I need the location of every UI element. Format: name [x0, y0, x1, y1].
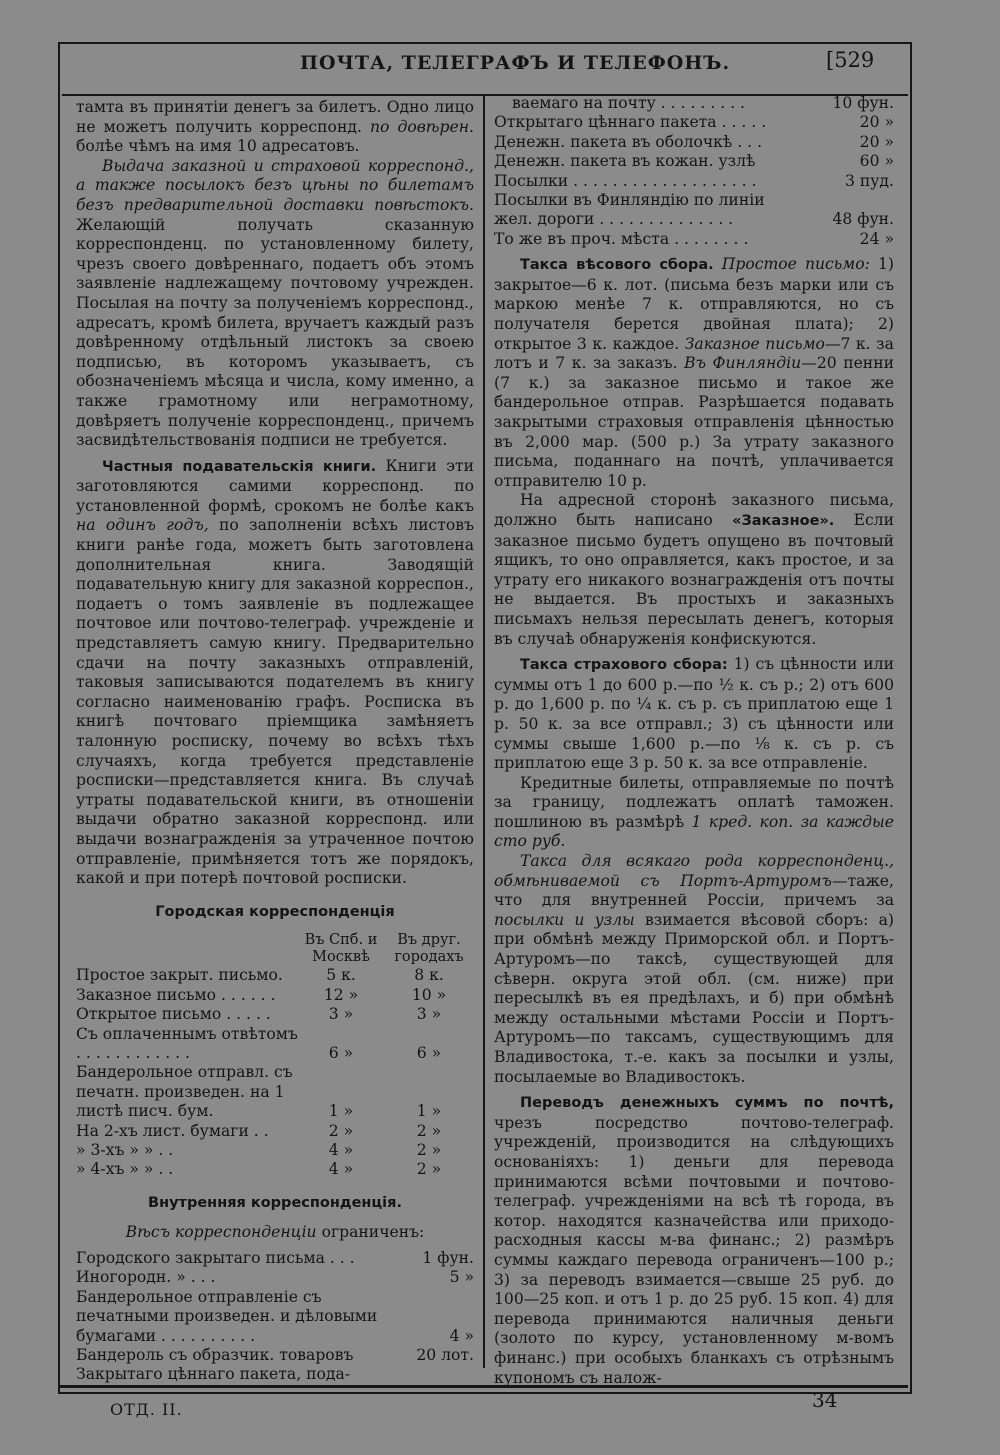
cell: 4 »: [449, 1326, 474, 1345]
table-row: [76, 1268, 474, 1287]
page-number: [529: [826, 48, 875, 72]
cell: 3 »: [416, 1005, 442, 1024]
row-label: То же въ проч. мѣста . . . . . . . .: [494, 229, 749, 248]
table-row: [76, 1025, 474, 1064]
text: ограниченъ:: [321, 1223, 425, 1242]
table-row: [494, 191, 894, 230]
table-row: [76, 1249, 474, 1268]
text: Книги эти заготовляются самими корреспонд. по установленной формѣ, срокомъ не болѣе какъ: [76, 456, 474, 515]
paragraph: [494, 255, 894, 491]
table-row: [76, 1365, 474, 1384]
table-row: [494, 230, 894, 249]
italic-text: 1 кред. коп. за каждые сто руб.: [494, 812, 894, 851]
left-column: [76, 98, 474, 1385]
paragraph: [494, 774, 894, 852]
italic-text: Простое письмо:: [721, 255, 870, 274]
cell: 2 »: [416, 1160, 442, 1179]
row-label: Иногородн. » . . .: [76, 1268, 216, 1287]
paragraph: [76, 157, 474, 451]
row-label: » 4-хъ » » . .: [76, 1160, 174, 1179]
table-row: [76, 1288, 474, 1346]
section-heading: Переводъ денежныхъ суммъ по почтѣ,: [520, 1095, 894, 1112]
italic-text: на одинъ годъ,: [76, 516, 209, 535]
row-label: Простое закрыт. письмо.: [76, 966, 283, 985]
bold-text: «Заказное».: [732, 512, 835, 529]
table-row: [76, 1160, 474, 1179]
row-label: Посылки въ Финляндію по линіи жел. дороги . . . . . . . . . . . . . .: [494, 191, 765, 229]
italic-heading: Выдача заказной и страховой корреспонд., а также посылокъ безъ цѣны по билетамъ безъ предварительной доставки повѣстокъ.: [76, 156, 474, 214]
row-label: Денежн. пакета въ оболочкѣ . . .: [494, 132, 763, 151]
text: 1) закрытое—6 к. лот. (письма безъ марки или съ маркою менѣе 7 к. отправляются, но съ получателя берется двойная плата); 2) открытое 3 к. каждое.: [494, 255, 894, 353]
paragraph: [76, 1223, 474, 1243]
section-heading: Такса вѣсового сбора.: [520, 257, 714, 274]
table-row: [494, 133, 894, 152]
italic-text: Заказное письмо: [684, 334, 825, 353]
text: болѣе чѣмъ на имя 10 адресатовъ.: [76, 137, 360, 156]
row-label: На 2-хъ лист. бумаги . .: [76, 1121, 269, 1140]
text: Если заказное письмо будетъ опущено въ почтовый ящикъ, то оно оправляется, какъ простое, и за утрату его никакого вознагражденія отъ почты не выдается. Въ простыхъ и заказныхъ письмахъ нельзя пересылать денегъ, которыя въ случаѣ обнаруженія конфискуются.: [494, 510, 894, 648]
weight-limits-table: [76, 1249, 474, 1385]
italic-text: Въ Финляндіи: [684, 354, 802, 373]
cell: 6 »: [416, 1043, 442, 1062]
footer-page-number: 34: [812, 1388, 838, 1412]
right-column: [494, 94, 894, 1388]
row-label: Посылки . . . . . . . . . . . . . . . . . . .: [494, 171, 757, 190]
cell: 48 фун.: [832, 210, 894, 229]
cell: 20 лот.: [416, 1346, 474, 1365]
paragraph: [494, 655, 894, 774]
text: взимается вѣсовой сборъ: а) при обмѣнѣ между Приморской обл. и Портъ-Артуромъ—по таксѣ, существующей для сѣверн. округа этой обл. (см. ниже) при пересылкѣ въ ея предѣлахъ, и б) при обмѣнѣ между остальными мѣстами Россіи и Портъ-Артуромъ—по таксамъ, существующимъ для Владивостока, т.-е. какъ за посылки и узлы, посылаемые во Владивостокъ.: [494, 910, 894, 1086]
cell: 24 »: [859, 229, 894, 248]
text: Кредитные билеты, отправляемые по почтѣ за границу, подлежатъ оплатѣ таможен. пошлиною въ размѣрѣ: [494, 773, 894, 831]
cell: 60 »: [859, 152, 894, 171]
italic-text: Вѣсъ корреспонденціи: [125, 1223, 317, 1242]
section-title: Городская корреспонденція: [155, 903, 395, 920]
table-row: [76, 1141, 474, 1160]
cell: [378, 1365, 474, 1384]
cell: 8 к.: [414, 966, 444, 985]
text: по заполненіи всѣхъ листовъ книги ранѣе года, можетъ быть заготовлена дополнительная книга. Заводящій подавательную книгу для заказной корреспон., подаетъ о томъ заявленіе въ подлежащее почтовое или почтово-телеграф. учрежденіе и представляетъ самую книгу. Предварительно сдачи на почту заказныхъ отправленій, таковыя записываются подателемъ въ книгу согласно наименованію графъ. Росписка въ книгѣ почтоваго пріемщика замѣняетъ талонную росписку, почему во всѣхъ тѣхъ случаяхъ, когда требуется представленіе росписки—представляется книга. Въ случаѣ утраты подавательской книги, въ отношеніи выдачи обратно заказной корреспонд. или выдачи вознагражденія за утраченное почтою отправленіе, примѣняется тотъ же порядокъ, какой и при потерѣ почтовой росписки.: [76, 516, 475, 888]
column-header: Въ Спб. и Москвѣ: [304, 932, 378, 966]
cell: 10 фун.: [832, 94, 894, 112]
row-label: Съ оплаченнымъ отвѣтомъ . . . . . . . . . . . .: [76, 1024, 298, 1062]
table-row: [76, 1063, 474, 1121]
column-divider: [483, 96, 485, 1368]
cell: 10 »: [411, 985, 447, 1004]
italic-text: посылки и узлы: [494, 910, 635, 929]
paragraph: [494, 852, 894, 1087]
table-row: [494, 172, 894, 191]
row-label: Закрытаго цѣннаго пакета, пода-: [76, 1365, 351, 1384]
table-row: [76, 1005, 474, 1024]
cell: 2 »: [416, 1121, 442, 1140]
cell: 12 »: [323, 985, 359, 1004]
text: чрезъ посредство почтово-телеграф. учрежденій, производится на слѣдующихъ основаніяхъ: 1) деньги для перевода принимаются всѣми почтовыми и почтово-телеграф. учрежденіями на всѣ тѣ города, въ котор. находятся казначейства или приходо-расходныя кассы м-ва финанс.; 2) размѣръ суммы каждаго перевода ограниченъ—100 р.; 3) за переводъ взимается—свыше 25 руб. до 100—25 коп. и отъ 1 р. до 25 руб. 15 коп. 4) для перевода принимаются наличныя деньги (золото по курсу, установленному м-вомъ финанс.) при особыхъ бланкахъ съ отрѣзнымъ купономъ съ налож-: [494, 1113, 894, 1387]
text: тамта въ принятіи денегъ за билетъ. Одно лицо не можетъ получить корреспонд.: [76, 98, 474, 136]
cell: 5 »: [449, 1268, 474, 1287]
cell: 3 »: [328, 1005, 354, 1024]
cell: 1 »: [416, 1102, 442, 1121]
table-row: [76, 966, 474, 985]
cell: 20 »: [859, 132, 894, 151]
italic-text: Такса для всякаго рода корреспонденц., обмѣниваемой съ Портъ-Артуромъ: [494, 852, 894, 890]
table-row: [494, 94, 894, 113]
cell: 1 »: [328, 1102, 354, 1121]
text: Желающій получать сказанную корреспонденц. по установленному билету, чрезъ своего довѣреннаго, подаетъ объ этомъ заявленіе надлежащему почтовому учрежден. Посылая на почту за полученіемъ корреспонд., адресатъ, кромѣ билета, вручаетъ каждый разъ довѣренному отдѣльный листокъ за своею подписью, въ которомъ указываетъ, съ обозначеніемъ мѣсяца и числа, кому именно, а также грамотному или неграмотному, довѣряетъ полученіе корреспонденц., причемъ засвидѣтельствованія подписи не требуется.: [76, 215, 474, 450]
text: —20 пенни (7 к.) за заказное письмо и такое же бандерольное отправ. Разрѣшается подавать закрытыми страховыя отправленія цѣнностью въ 2,000 мар. (500 р.) За утрату заказного письма, поданнаго на почтѣ, уплачивается отправителю 10 р.: [494, 354, 894, 490]
footer-section-label: ОТД. II.: [110, 1400, 183, 1419]
table-row: [494, 113, 894, 132]
text: —таже, что для внутренней Россіи, причемъ за: [494, 871, 894, 910]
italic-text: по довѣрен.: [369, 117, 474, 136]
row-label: Бандероль съ образчик. товаровъ: [76, 1346, 354, 1365]
paragraph: [494, 1093, 894, 1388]
section-heading: Частныя подавательскія книги.: [102, 458, 377, 475]
table-row: [76, 1122, 474, 1141]
row-label: » 3-хъ » » . .: [76, 1141, 174, 1159]
row-label: ваемаго на почту . . . . . . . . .: [512, 94, 746, 112]
cell: 1 фун.: [422, 1249, 474, 1267]
row-label: Денежн. пакета въ кожан. узлѣ: [494, 152, 756, 171]
cell: 4 »: [328, 1160, 354, 1179]
weight-limits-table-cont: [494, 94, 894, 249]
row-label: Заказное письмо . . . . . .: [76, 985, 276, 1004]
cell: 4 »: [328, 1141, 354, 1159]
row-label: Бандерольное отправленіе съ печатными произведен. и дѣловыми бумагами . . . . . . . . . .: [76, 1287, 378, 1345]
paragraph: [494, 491, 894, 649]
cell: 2 »: [328, 1121, 354, 1140]
text: На адресной сторонѣ заказного письма, должно быть написано: [494, 491, 894, 529]
row-label: Открытаго цѣннаго пакета . . . . .: [494, 113, 767, 132]
cell: 3 пуд.: [844, 171, 894, 190]
running-title: ПОЧТА, ТЕЛЕГРАФЪ И ТЕЛЕФОНЪ.: [300, 52, 731, 74]
paragraph: [76, 98, 474, 157]
table-row: [76, 986, 474, 1005]
cell: 2 »: [416, 1141, 442, 1159]
cell: 5 к.: [326, 966, 356, 985]
row-label: Бандерольное отправл. съ печатн. произведен. на 1 листѣ писч. бум.: [76, 1063, 293, 1121]
section-title: Внутренняя корреспонденція.: [148, 1194, 402, 1211]
text: 1) съ цѣнности или суммы отъ 1 до 600 р.—по ½ к. съ р.; 2) отъ 600 р. до 1,600 р. по ¼ к. съ р. съ приплатою еще 1 р. 50 к. за все отправл.; 3) съ цѣнности или суммы свыше 1,600 р.—по ⅛ к. съ р. съ приплатою еще 3 р. 50 к. за все отправленіе.: [494, 655, 894, 773]
table-row: [76, 1346, 474, 1365]
section-heading: Такса страхового сбора:: [520, 657, 728, 674]
table-row: [494, 152, 894, 171]
text: —7 к. за лотъ и 7 к. за заказъ.: [494, 334, 894, 373]
paragraph: [76, 457, 474, 889]
column-header: Въ друг. городахъ: [394, 932, 464, 966]
cell: 6 »: [328, 1043, 354, 1062]
cell: 20 »: [859, 113, 894, 132]
row-label: Городского закрытаго письма . . .: [76, 1249, 355, 1267]
city-rates-table: [76, 932, 474, 1179]
row-label: Открытое письмо . . . . .: [76, 1005, 271, 1024]
